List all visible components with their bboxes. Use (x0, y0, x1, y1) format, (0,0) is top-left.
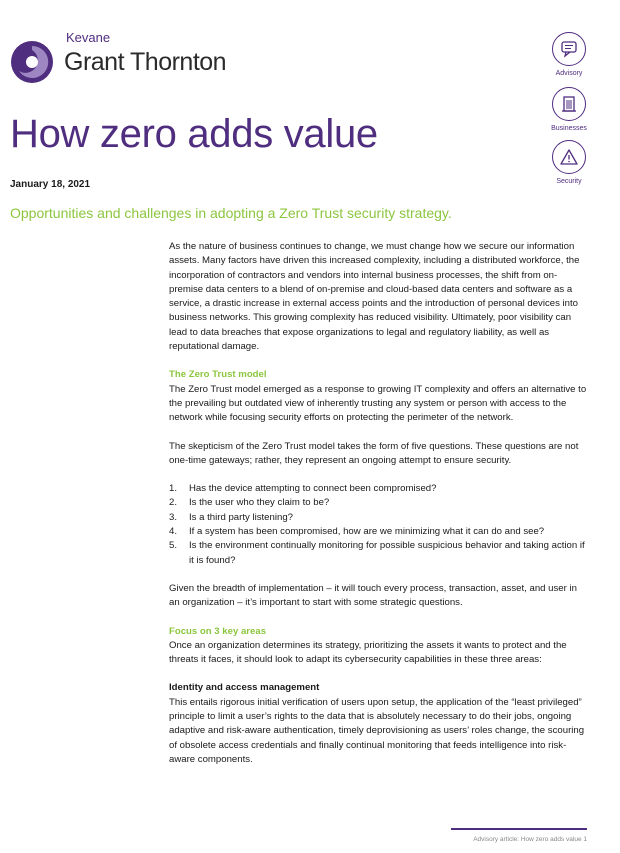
list-item (169, 496, 589, 510)
businesses-label: Businesses (551, 125, 587, 132)
category-businesses[interactable] (548, 87, 590, 132)
questions-list (169, 482, 589, 568)
chat-bubble-icon (560, 40, 578, 58)
list-number: 2. (169, 497, 178, 509)
advisory-circle (552, 32, 586, 66)
publish-date: January 18, 2021 (10, 179, 91, 190)
list-text: Is the environment continually monitoring for possible suspicious behavior and taking action if it is found? (189, 540, 585, 566)
advisory-label: Advisory (555, 70, 583, 77)
list-item (169, 525, 589, 539)
list-number: 4. (169, 526, 178, 538)
swirl-logo-icon (10, 40, 54, 84)
security-circle (552, 140, 586, 174)
identity-paragraph: This entails rigorous initial verification of users upon setup, the application of the “least privileged” principle to limit a user’s rights to the data that is absolutely necessary to do their jobs, ongoing adaptive and risk-aware authentication, timely deprovisioning as users’ roles change, the scouring of obsolete access credentials and finally continual monitoring that feeds intelligence into risk-aware components. (169, 696, 585, 765)
section-heading-focus: Focus on 3 key areas (169, 625, 267, 637)
list-item (169, 539, 589, 568)
article-body (169, 240, 589, 781)
page-subtitle: Opportunities and challenges in adopting a Zero Trust security strategy. (10, 205, 452, 221)
list-number: 1. (169, 483, 178, 495)
breadth-paragraph: Given the breadth of implementation – it will touch every process, transaction, asset, and user in an organization – it’s important to start with some strategic questions. (169, 582, 577, 609)
skepticism-paragraph: The skepticism of the Zero Trust model takes the form of five questions. These questions are not one-time gateways; rather, they represent an ongoing attempt to ensure security. (169, 440, 579, 466)
footer-divider (451, 828, 587, 830)
list-number: 5. (169, 540, 178, 552)
list-number: 3. (169, 511, 178, 523)
page-footer: Advisory article: How zero adds value 1 (473, 836, 587, 843)
section-heading-zero-trust: The Zero Trust model (169, 369, 267, 381)
security-label: Security (556, 178, 582, 185)
intro-paragraph: As the nature of business continues to change, we must change how we secure our information assets. Many factors have driven this increased complexity, including a distributed workforce, the incorporation of contractors and vendors into internal business processes, the shift from on-premise data centers to a blend of on-premise and cloud-based data centers and software as a service, a drastic increase in external access points and the introduction of personal devices into business networks. This growing complexity has reduced visibility. Ultimately, poor visibility can lead to data breaches that expose organizations to legal and regulatory liability, as well as reputational damage. (169, 241, 580, 353)
zero-trust-paragraph: The Zero Trust model emerged as a response to growing IT complexity and offers an alternative to the prevailing but outdated view of inherently trusting any system or person with access to the network while focusing security efforts on protecting the perimeter of the network. (169, 383, 587, 424)
businesses-circle (552, 87, 586, 121)
warning-triangle-icon (559, 148, 579, 166)
category-security[interactable] (548, 140, 590, 185)
list-text: Has the device attempting to connect been compromised? (189, 483, 437, 495)
list-item (169, 511, 589, 525)
category-advisory[interactable] (548, 32, 590, 77)
building-icon (560, 95, 578, 113)
logo-subbrand: Kevane (66, 30, 111, 45)
focus-paragraph: Once an organization determines its strategy, prioritizing the assets it wants to protect and the threats it faces, it should look to adapt its cybersecurity capabilities in these three areas: (169, 639, 567, 666)
section-heading-identity: Identity and access management (169, 682, 320, 694)
list-text: If a system has been compromised, how are we minimizing what it can do and see? (189, 526, 545, 538)
logo-brand-name: Grant Thornton (64, 48, 227, 76)
grant-thornton-logo (10, 30, 250, 90)
page-title: How zero adds value (10, 112, 378, 156)
list-item (169, 482, 589, 496)
list-text: Is the user who they claim to be? (189, 497, 330, 509)
list-text: Is a third party listening? (189, 511, 293, 523)
